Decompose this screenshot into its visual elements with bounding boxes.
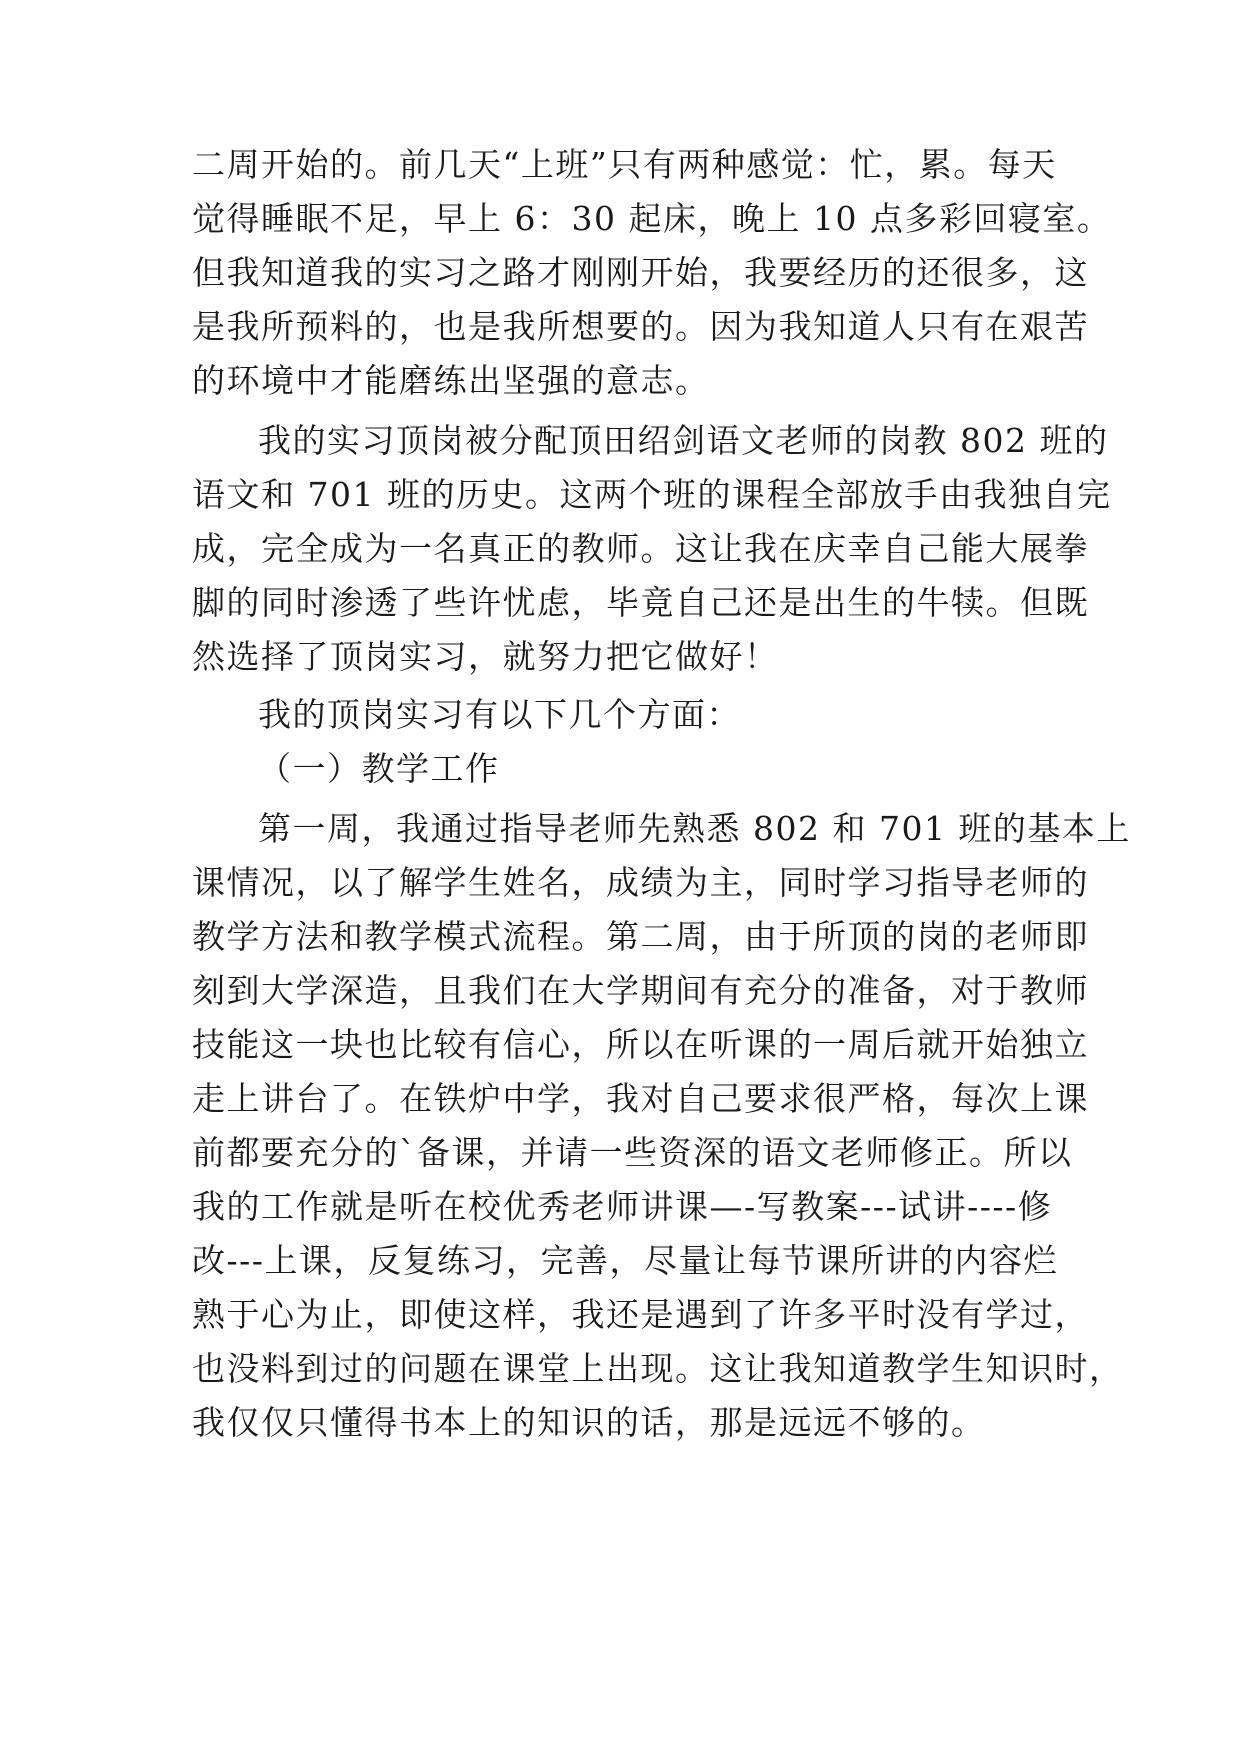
paragraph-line: 前都要充分的`备课，并请一些资深的语文老师修正。所以 — [192, 1133, 1073, 1172]
paragraph-line: 我的工作就是听在校优秀老师讲课—-写教案---试讲----修 — [192, 1187, 1053, 1226]
paragraph-line: 成，完全成为一名真正的教师。这让我在庆幸自己能大展拳 — [192, 529, 1089, 568]
paragraph-line: 是我所预料的，也是我所想要的。因为我知道人只有在艰苦 — [192, 307, 1089, 346]
paragraph-line: 的环境中才能磨练出坚强的意志。 — [192, 361, 710, 400]
paragraph-line: 然选择了顶岗实习，就努力把它做好！ — [192, 637, 779, 676]
paragraph-line: 技能这一块也比较有信心，所以在听课的一周后就开始独立 — [192, 1025, 1089, 1064]
paragraph-line: 二周开始的。前几天“上班”只有两种感觉：忙，累。每天 — [192, 145, 1057, 184]
paragraph-line: 课情况，以了解学生姓名，成绩为主，同时学习指导老师的 — [192, 863, 1089, 902]
paragraph-line: 改---上课，反复练习，完善，尽量让每节课所讲的内容烂 — [192, 1241, 1058, 1280]
paragraph-line: 我的顶岗实习有以下几个方面： — [258, 695, 741, 734]
paragraph-line: 第一周，我通过指导老师先熟悉 802 和 701 班的基本上 — [258, 809, 1131, 848]
paragraph-line: 熟于心为止，即使这样，我还是遇到了许多平时没有学过， — [192, 1295, 1089, 1334]
paragraph-line: 脚的同时渗透了些许忧虑，毕竟自己还是出生的牛犊。但既 — [192, 583, 1089, 622]
paragraph-line: 我仅仅只懂得书本上的知识的话，那是远远不够的。 — [192, 1403, 986, 1442]
paragraph-line: 刻到大学深造，且我们在大学期间有充分的准备，对于教师 — [192, 971, 1089, 1010]
paragraph-line: 也没料到过的问题在课堂上出现。这让我知道教学生知识时， — [192, 1349, 1124, 1388]
paragraph-line: 觉得睡眠不足，早上 6：30 起床，晚上 10 点多彩回寝室。 — [192, 199, 1112, 238]
section-heading: （一）教学工作 — [258, 749, 500, 788]
paragraph-line: 语文和 701 班的历史。这两个班的课程全部放手由我独自完 — [192, 475, 1112, 514]
paragraph-line: 我的实习顶岗被分配顶田绍剑语文老师的岗教 802 班的 — [258, 421, 1109, 460]
paragraph-line: 但我知道我的实习之路才刚刚开始，我要经历的还很多，这 — [192, 253, 1089, 292]
paragraph-line: 教学方法和教学模式流程。第二周，由于所顶的岗的老师即 — [192, 917, 1089, 956]
paragraph-line: 走上讲台了。在铁炉中学，我对自己要求很严格，每次上课 — [192, 1079, 1089, 1118]
